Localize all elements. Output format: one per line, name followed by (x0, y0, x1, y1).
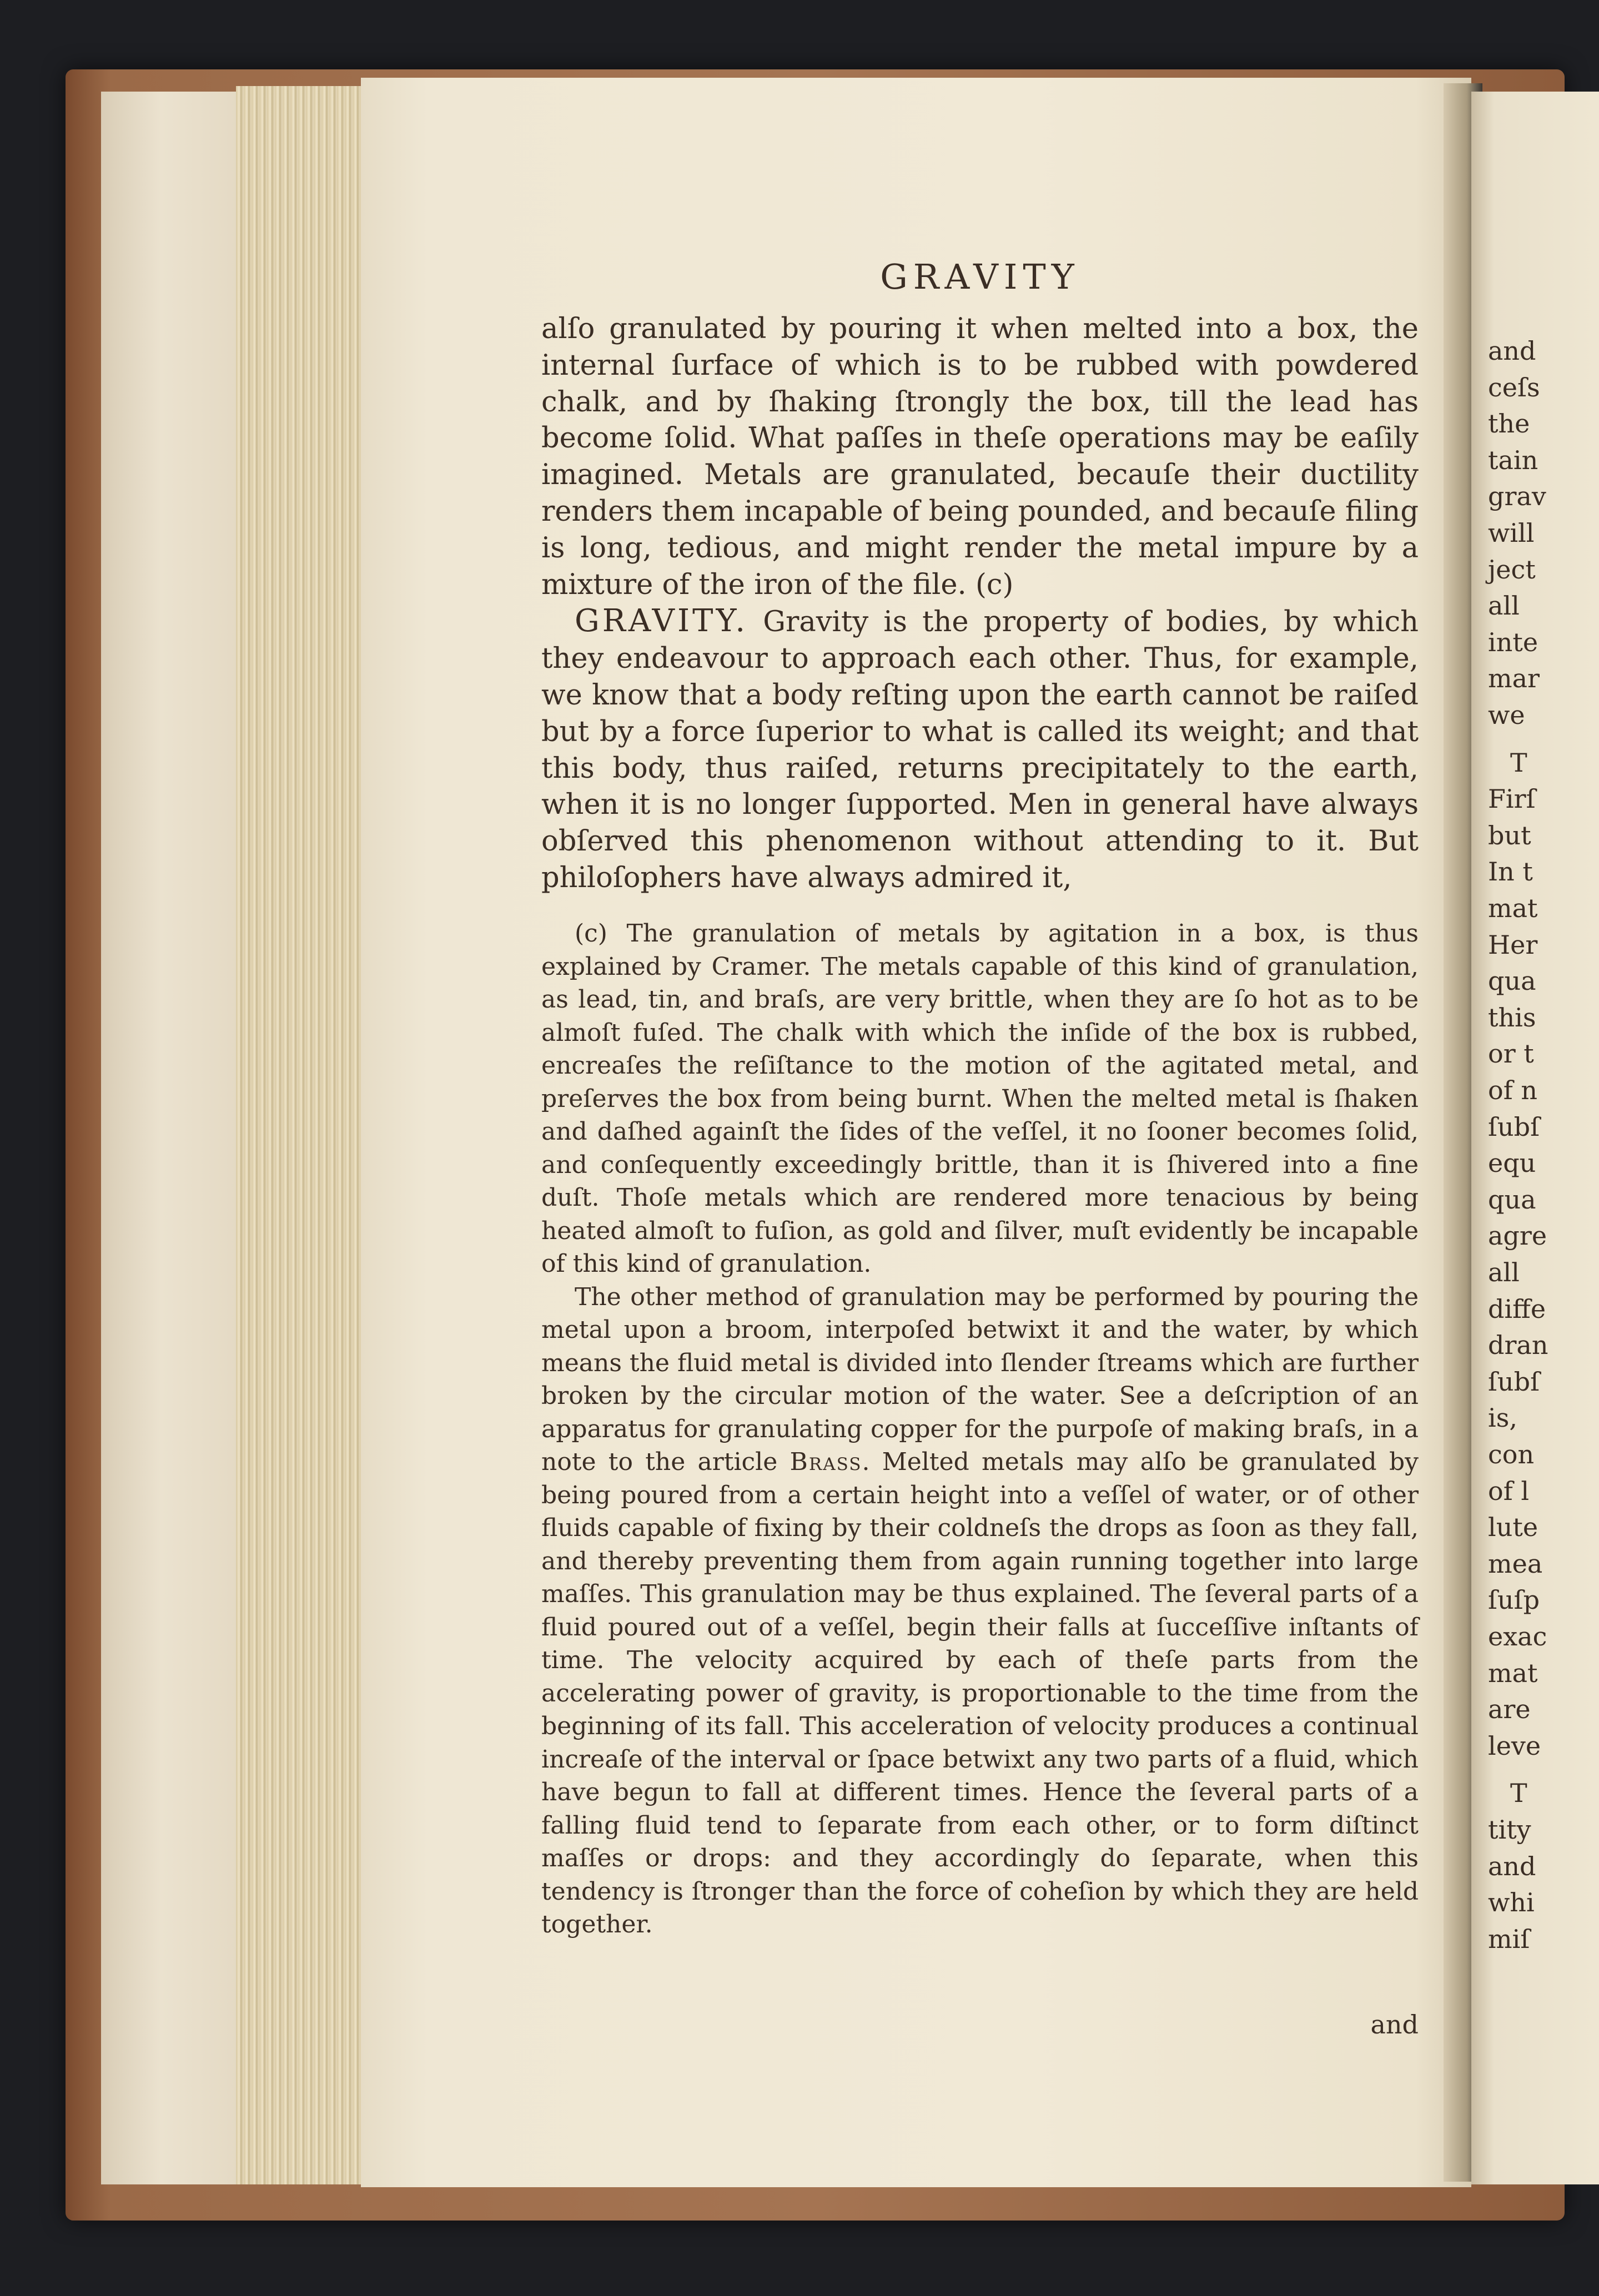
facing-page-line: is, (1488, 1403, 1517, 1433)
facing-page-line: tain (1488, 445, 1538, 475)
facing-page-line: ſubſ (1488, 1111, 1540, 1142)
facing-page-line: all (1488, 1257, 1520, 1287)
facing-page-line: T (1510, 747, 1527, 778)
main-text (541, 311, 1419, 897)
facing-page-line: all (1488, 591, 1520, 621)
facing-page-line: equ (1488, 1148, 1536, 1179)
facing-page-line: the (1488, 409, 1530, 439)
facing-page-line: exac (1488, 1622, 1547, 1651)
facing-page-line: grav (1488, 481, 1546, 512)
footnote-block (541, 917, 1419, 1941)
facing-page-line: of l (1488, 1476, 1530, 1506)
facing-page-line: In t (1488, 857, 1533, 887)
facing-page-line: mea (1488, 1548, 1543, 1579)
facing-page-line: mat (1488, 893, 1538, 923)
facing-page-line: leve (1488, 1730, 1541, 1761)
facing-page-line: or t (1488, 1039, 1534, 1069)
facing-page-line: will (1488, 518, 1535, 548)
facing-page-line: inte (1488, 627, 1538, 657)
cross-reference-brass: Brass (790, 1448, 862, 1476)
facing-page-line: but (1488, 820, 1531, 850)
facing-page-line: ſuſp (1488, 1585, 1540, 1615)
facing-page-line: mar (1488, 663, 1540, 694)
facing-page-line: dran (1488, 1330, 1548, 1361)
facing-page-line: and (1488, 336, 1536, 366)
facing-page-line: ſubſ (1488, 1366, 1540, 1397)
facing-page-line: qua (1488, 1184, 1536, 1215)
facing-page-line: con (1488, 1439, 1535, 1469)
facing-page-line: ceſs (1488, 372, 1540, 402)
footnote-paragraph-2-end: . Melted metals may alſo be granulated by being poured from a certain height into a veſſel of water, or of other fluids capable of fixing by their coldneſs the drops as ſoon as they fall, and thereby preventing them from again running together into large maſſes. This granulation may be thus explained. The ſeveral parts of a fluid poured out of a veſſel, begin their falls at ſucceſſive inſtants of time. The velocity acquired by each of theſe parts from the accelerating power of gravity, is proportionable to the time from the beginning of its fall. This acceleration of velocity produces a continual increaſe of the interval or ſpace betwixt any two parts of a fluid, which have begun to fall at different times. Hence the ſeveral parts of a falling fluid tend to ſeparate from each other, or to form diſtinct maſſes or drops: and they accordingly do ſeparate, when this tendency is ſtronger than the force of coheſion by which they are held together. (541, 1448, 1419, 1938)
facing-page-line: of n (1488, 1075, 1537, 1105)
facing-page-line: agre (1488, 1221, 1547, 1251)
facing-page-line: mat (1488, 1658, 1538, 1688)
footnote-paragraph-1: (c) The granulation of metals by agitation in a box, is thus explained by Cramer. The metals capable of this kind of granulation, as lead, tin, and braſs, are very brittle, when they are ſo hot as to be almoſt fuſed. The chalk with which the inſide of the box is rubbed, encreaſes the reſiſtance to the motion of the agitated metal, and preſerves the box from being burnt. When the melted metal is ſhaken and daſhed againſt the ſides of the veſſel, it no ſooner becomes ſolid, and conſequently exceedingly brittle, than it is ſhivered into a fine duſt. Thoſe metals which are rendered more tenacious by being heated almoſt to fuſion, as gold and ſilver, muſt evidently be incapable of this kind of granulation. (541, 919, 1419, 1278)
entry-heading: GRAVITY. (575, 603, 748, 640)
facing-page-line: are (1488, 1694, 1531, 1725)
facing-page-line: Firſ (1488, 784, 1536, 814)
facing-page-fragment (1471, 92, 1599, 2184)
facing-page-line: qua (1488, 966, 1536, 996)
catchword: and (1370, 2010, 1419, 2040)
footnote-paragraph-2 (541, 1281, 1419, 1941)
facing-page-line: whi (1488, 1887, 1535, 1918)
page-edges (236, 86, 364, 2184)
facing-page-line: T (1510, 1778, 1527, 1809)
facing-page-line: lute (1488, 1512, 1538, 1543)
entry-paragraph (541, 603, 1419, 896)
facing-page-line: tity (1488, 1815, 1531, 1845)
facing-page-line: this (1488, 1002, 1536, 1033)
facing-page-line: diffe (1488, 1293, 1546, 1324)
facing-page-line: we (1488, 700, 1525, 730)
front-endpaper (101, 92, 251, 2184)
facing-page-line: ject (1488, 554, 1536, 585)
facing-page-line: Her (1488, 929, 1538, 960)
entry-body: Gravity is the property of bodies, by which they endeavour to approach each other. Thus, for example, we know that a body reſting upon the earth cannot be raiſed but by a force ſuperior to what is called its weight; and that this body, thus raiſed, returns precipitately to the earth, when it is no longer ſupported. Men in general have always obſerved this phenomenon without attending to it. But philoſophers have always admired it, (541, 606, 1419, 894)
footnote-paragraph-2-start: The other method of granulation may be performed by pouring the metal upon a broom, interpoſed betwixt it and the water, by which means the fluid metal is divided into ſlender ſtreams which are further broken by the circular motion of the water. See a deſcription of an apparatus for granulating copper for the purpoſe of making braſs, in a note to the article (541, 1282, 1419, 1476)
facing-page-line: miſ (1488, 1924, 1530, 1954)
running-head: GRAVITY (880, 256, 1080, 297)
facing-page-line: and (1488, 1851, 1536, 1881)
continuation-paragraph: alſo granulated by pouring it when melted into a box, the internal ſurface of which is to be rubbed with powdered chalk, and by ſhaking ſtrongly the box, till the lead has become ſolid. What paſſes in theſe operations may be eaſily imagined. Metals are granulated, becauſe their ductility renders them incapable of being pounded, and becauſe filing is long, tedious, and might render the metal impure by a mixture of the iron of the file. (c) (541, 313, 1419, 601)
